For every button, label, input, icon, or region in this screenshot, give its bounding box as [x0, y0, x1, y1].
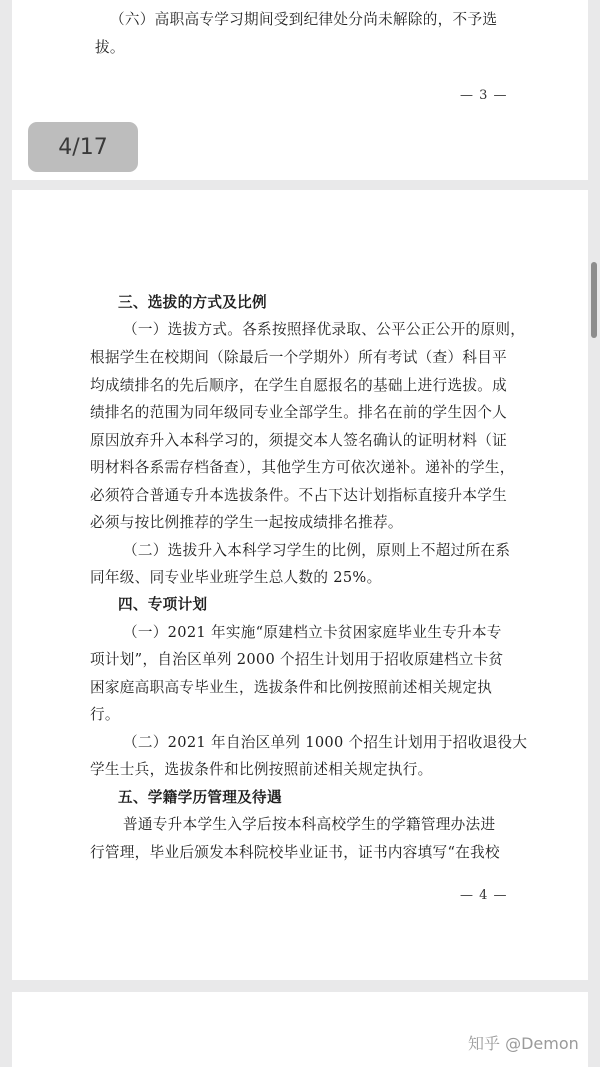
text-line: 原因放弃升入本科学习的，须提交本人签名确认的证明材料（证: [90, 432, 508, 449]
page-number: — 3 —: [460, 88, 508, 103]
text-line: （六）高职高专学习期间受到纪律处分尚未解除的，不予选: [110, 11, 498, 28]
page-number: — 4 —: [460, 888, 508, 903]
text-line: 必须符合普通专升本选拔条件。不占下达计划指标直接升本学生: [90, 487, 508, 504]
text-line: （二）2021 年自治区单列 1000 个招生计划用于招收退役大: [123, 734, 528, 751]
section-heading: 三、选拔的方式及比例: [118, 294, 267, 311]
text-line: （一）2021 年实施“原建档立卡贫困家庭毕业生专升本专: [123, 624, 502, 641]
text-line: 根据学生在校期间（除最后一个学期外）所有考试（查）科目平: [90, 349, 508, 366]
text-line: 必须与按比例推荐的学生一起按成绩排名推荐。: [90, 514, 403, 531]
document-page-4: [12, 190, 588, 980]
text-line: 拔。: [95, 39, 125, 56]
scrollbar-thumb[interactable]: [591, 262, 597, 338]
text-line: 绩排名的范围为同年级同专业全部学生。排名在前的学生因个人: [90, 404, 508, 421]
page-indicator-badge: 4/17: [28, 122, 138, 172]
document-page-5: [12, 992, 588, 1067]
section-heading: 四、专项计划: [118, 596, 208, 613]
text-line: 项计划”，自治区单列 2000 个招生计划用于招收原建档立卡贫: [90, 651, 504, 668]
text-line: 均成绩排名的先后顺序，在学生自愿报名的基础上进行选拔。成: [90, 377, 508, 394]
text-line: 普通专升本学生入学后按本科高校学生的学籍管理办法进: [123, 816, 496, 833]
section-heading: 五、学籍学历管理及待遇: [118, 789, 282, 806]
watermark-text: 知乎 @Demon: [468, 1034, 579, 1053]
text-line: 同年级、同专业毕业班学生总人数的 25%。: [90, 569, 382, 586]
text-line: 行管理，毕业后颁发本科院校毕业证书，证书内容填写“在我校: [90, 844, 500, 861]
text-line: （二）选拔升入本科学习学生的比例，原则上不超过所在系: [123, 542, 511, 559]
text-line: 行。: [90, 706, 120, 723]
text-line: 学生士兵，选拔条件和比例按照前述相关规定执行。: [90, 761, 433, 778]
text-line: 困家庭高职高专毕业生，选拔条件和比例按照前述相关规定执: [90, 679, 493, 696]
text-line: （一）选拔方式。各系按照择优录取、公平公正公开的原则，: [123, 321, 526, 338]
text-line: 明材料各系需存档备查），其他学生方可依次递补。递补的学生，: [90, 459, 515, 476]
